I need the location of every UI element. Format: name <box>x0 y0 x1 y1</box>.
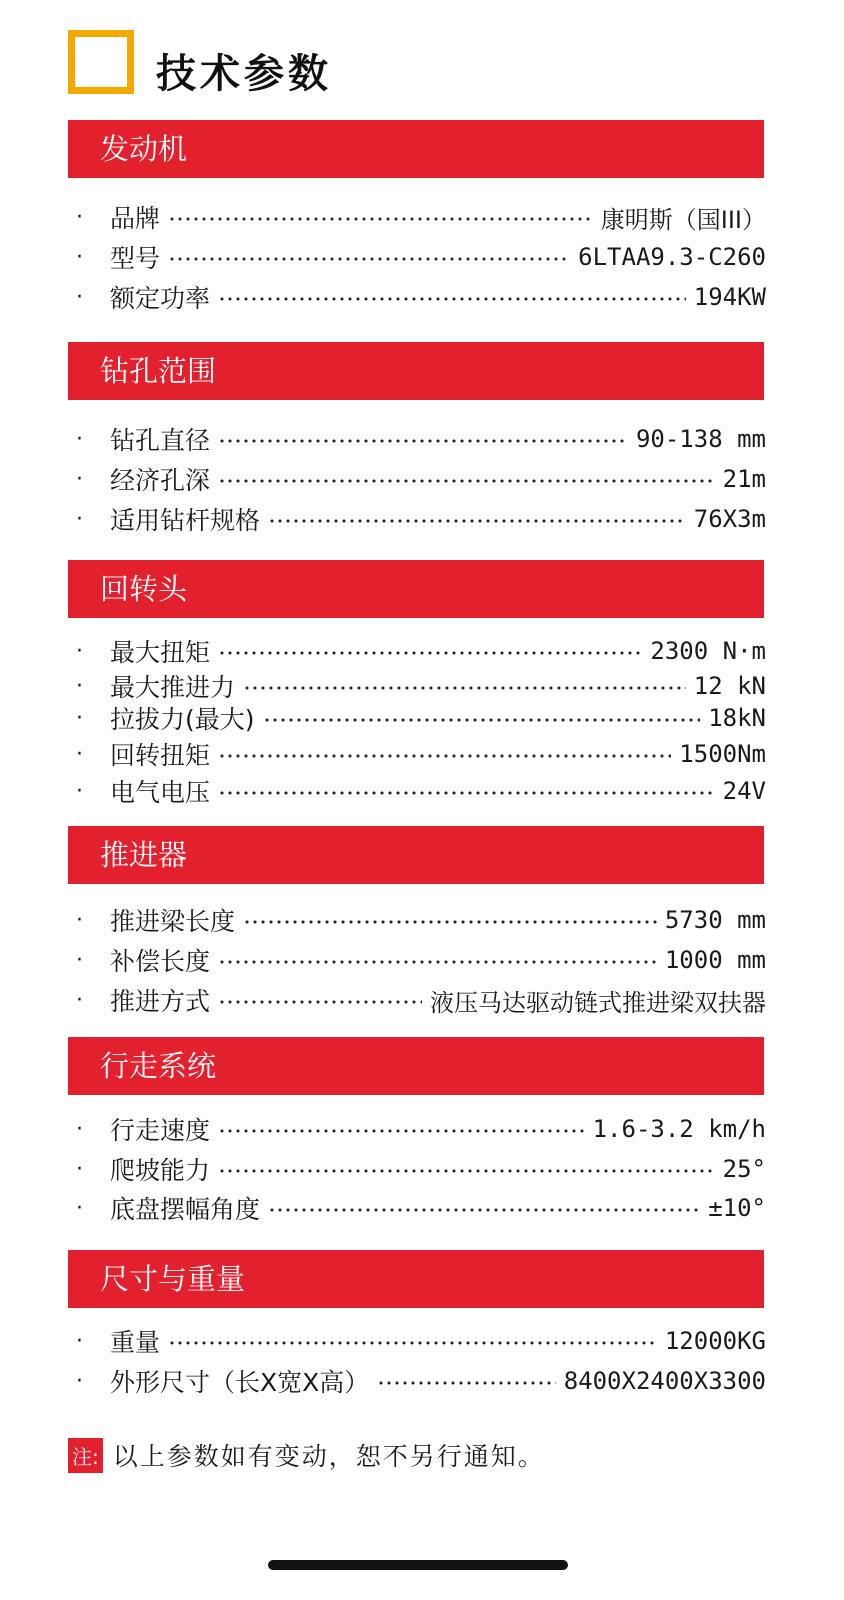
spec-row <box>76 239 766 275</box>
spec-row <box>76 1111 766 1147</box>
spec-label: 经济孔深 <box>110 466 211 495</box>
spec-row <box>76 421 766 457</box>
spec-label: 拉拔力(最大) <box>110 705 255 734</box>
spec-value: 8400X2400X3300 <box>563 1367 766 1395</box>
home-indicator[interactable] <box>268 1560 568 1570</box>
footnote <box>68 1437 545 1473</box>
bullet-icon: · <box>76 284 83 310</box>
square-frame-icon <box>68 30 134 94</box>
dot-leader <box>243 920 657 924</box>
bullet-icon: · <box>76 506 83 532</box>
spec-label: 电气电压 <box>110 778 211 807</box>
spec-value: 2300 N·m <box>650 637 766 665</box>
spec-value: 12 kN <box>693 672 766 700</box>
spec-row <box>76 199 766 235</box>
dot-leader <box>218 1129 585 1133</box>
section-header-feeder: 推进器 <box>68 826 764 884</box>
note-text: 以上参数如有变动，恕不另行通知。 <box>112 1442 545 1471</box>
spec-label: 最大推进力 <box>110 673 236 702</box>
bullet-icon: · <box>76 1116 83 1142</box>
spec-label: 底盘摆幅角度 <box>110 1195 261 1224</box>
spec-label: 钻孔直径 <box>110 426 211 455</box>
dot-leader <box>218 297 686 301</box>
dot-leader <box>218 1000 422 1004</box>
dot-leader <box>218 791 715 795</box>
spec-row <box>76 1151 766 1187</box>
bullet-icon: · <box>76 1156 83 1182</box>
spec-label: 适用钻杆规格 <box>110 506 261 535</box>
spec-row <box>76 501 766 537</box>
spec-label: 补偿长度 <box>110 947 211 976</box>
spec-label: 外形尺寸（长X宽X高） <box>110 1368 370 1397</box>
bullet-icon: · <box>76 204 83 230</box>
bullet-icon: · <box>76 907 83 933</box>
dot-leader <box>377 1381 555 1385</box>
bullet-icon: · <box>76 947 83 973</box>
dot-leader <box>263 718 701 722</box>
spec-row <box>76 982 766 1018</box>
dot-leader <box>243 686 686 690</box>
dot-leader <box>168 1341 657 1345</box>
bullet-icon: · <box>76 778 83 804</box>
spec-value: 1.6-3.2 km/h <box>592 1115 766 1143</box>
spec-row <box>76 461 766 497</box>
bullet-icon: · <box>76 1195 83 1221</box>
spec-value: 24V <box>722 777 766 805</box>
spec-value: ±10° <box>708 1194 766 1222</box>
page-title: 技术参数 <box>156 51 332 97</box>
dot-leader <box>218 439 628 443</box>
spec-label: 重量 <box>110 1328 161 1357</box>
spec-value: 12000KG <box>664 1327 766 1355</box>
spec-value: 194KW <box>693 283 766 311</box>
bullet-icon: · <box>76 638 83 664</box>
bullet-icon: · <box>76 244 83 270</box>
spec-label: 品牌 <box>110 204 161 233</box>
spec-label: 最大扭矩 <box>110 638 211 667</box>
spec-row <box>76 700 766 736</box>
spec-label: 爬坡能力 <box>110 1156 211 1185</box>
spec-value: 25° <box>722 1155 766 1183</box>
dot-leader <box>218 754 671 758</box>
spec-row <box>76 1323 766 1359</box>
section-header-dimensions-weight: 尺寸与重量 <box>68 1250 764 1308</box>
dot-leader <box>218 960 657 964</box>
dot-leader <box>218 651 642 655</box>
spec-label: 行走速度 <box>110 1116 211 1145</box>
spec-label: 推进梁长度 <box>110 907 236 936</box>
spec-row <box>76 633 766 669</box>
dot-leader <box>268 519 686 523</box>
bullet-icon: · <box>76 426 83 452</box>
dot-leader <box>268 1208 700 1212</box>
spec-row <box>76 736 766 772</box>
spec-row <box>76 279 766 315</box>
dot-leader <box>218 1169 715 1173</box>
spec-value: 18kN <box>708 704 766 732</box>
spec-row <box>76 1363 766 1399</box>
spec-value: 90-138 mm <box>635 425 766 453</box>
page-header <box>68 30 768 100</box>
note-badge: 注: <box>68 1438 103 1473</box>
spec-row <box>76 942 766 978</box>
bullet-icon: · <box>76 1368 83 1394</box>
bullet-icon: · <box>76 1328 83 1354</box>
spec-value: 76X3m <box>693 505 766 533</box>
spec-value: 液压马达驱动链式推进梁双扶器 <box>430 988 766 1017</box>
spec-label: 回转扭矩 <box>110 741 211 770</box>
spec-value: 5730 mm <box>664 906 766 934</box>
section-header-travel-system: 行走系统 <box>68 1037 764 1095</box>
spec-row <box>76 668 766 704</box>
spec-value: 1500Nm <box>679 740 766 768</box>
section-header-drilling-range: 钻孔范围 <box>68 342 764 400</box>
section-header-rotary-head: 回转头 <box>68 560 764 618</box>
dot-leader <box>218 479 715 483</box>
bullet-icon: · <box>76 987 83 1013</box>
spec-value: 21m <box>722 465 766 493</box>
spec-value: 6LTAA9.3-C260 <box>578 243 766 271</box>
spec-row <box>76 773 766 809</box>
spec-value: 康明斯（国III） <box>600 205 766 234</box>
spec-row <box>76 1190 766 1226</box>
spec-value: 1000 mm <box>664 946 766 974</box>
bullet-icon: · <box>76 673 83 699</box>
spec-label: 型号 <box>110 244 161 273</box>
spec-row <box>76 902 766 938</box>
bullet-icon: · <box>76 466 83 492</box>
bullet-icon: · <box>76 705 83 731</box>
spec-label: 推进方式 <box>110 987 211 1016</box>
section-header-engine: 发动机 <box>68 120 764 178</box>
dot-leader <box>168 257 570 261</box>
dot-leader <box>168 217 593 221</box>
bullet-icon: · <box>76 741 83 767</box>
spec-label: 额定功率 <box>110 284 211 313</box>
